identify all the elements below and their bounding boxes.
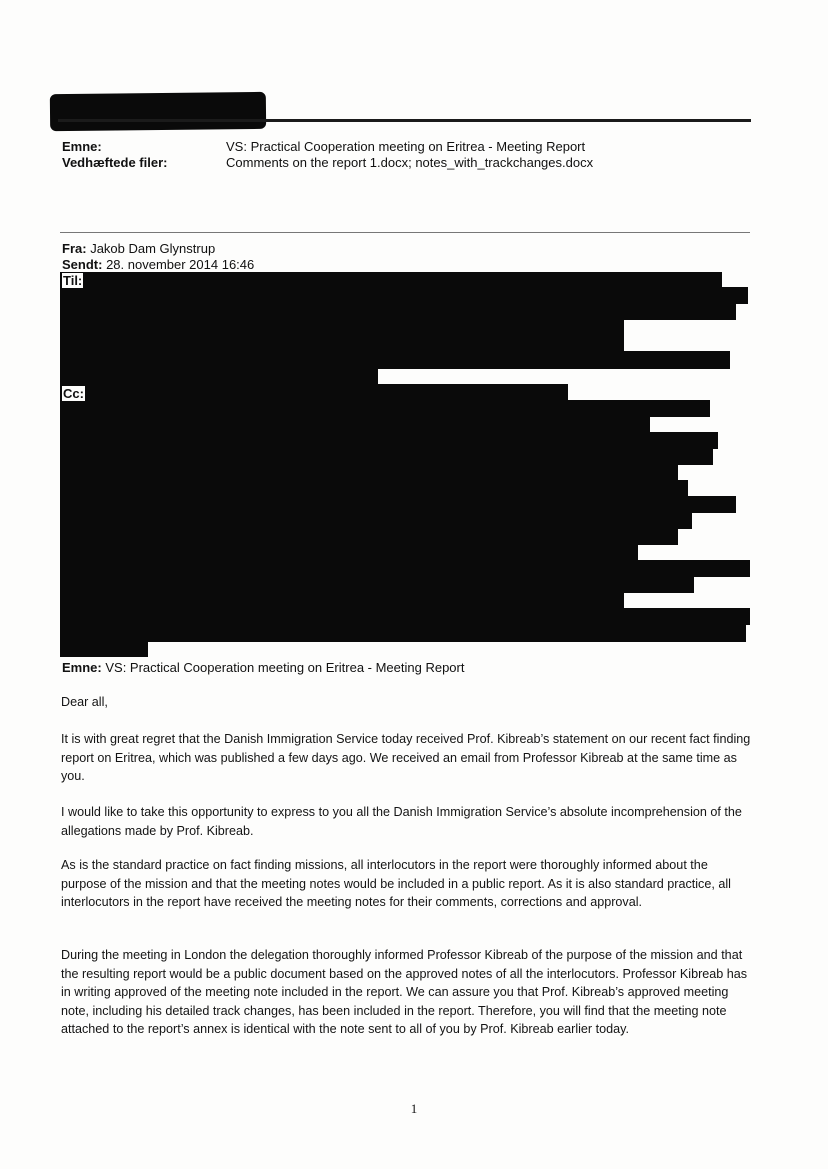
body-paragraph — [61, 730, 751, 786]
redaction-bar — [60, 528, 678, 545]
redaction-bar — [60, 512, 692, 529]
from-line — [62, 241, 215, 256]
redaction-bar — [60, 303, 736, 320]
page-number: 1 — [410, 1101, 418, 1116]
paragraph-text: During the meeting in London the delegation thoroughly informed Professor Kibreab of the purpose of the mission and that the resulting report would be a public document based on the approved notes of all the interlocutors. Professor Kibreab has in writing approved of the meeting note included in the report. We can assure you that Prof. Kibreab’s approved meeting note, including his detailed track changes, has been included in the report. Therefore, you will find that the meeting note attached to the report’s annex is identical with the note sent to all of you by Prof. Kibreab earlier today. — [61, 948, 748, 1036]
redaction-bar — [60, 624, 746, 642]
redaction-bar — [60, 576, 694, 593]
redaction-bar — [60, 384, 568, 401]
attachments-label: Vedhæftede filer: — [62, 155, 168, 170]
attachments-value[interactable]: Comments on the report 1.docx; notes_with_trackchanges.docx — [226, 155, 594, 170]
subject-label: Emne: — [62, 139, 102, 154]
header-rule — [58, 119, 751, 122]
redaction-bar — [60, 464, 678, 481]
redaction-bar — [60, 416, 650, 433]
redaction-bar — [60, 608, 750, 625]
sent-label: Sendt: — [62, 257, 103, 272]
redaction-bar — [60, 287, 748, 304]
redaction-bar — [60, 592, 624, 609]
sent-line — [62, 257, 254, 272]
from-label: Fra: — [62, 241, 87, 256]
redaction-bar — [60, 496, 736, 513]
inner-subject-label: Emne: — [62, 660, 102, 675]
body-paragraph — [61, 856, 751, 912]
greeting — [61, 693, 751, 712]
paragraph-text: It is with great regret that the Danish Immigration Service today received Prof. Kibreab’s statement on our recent fact finding report on Eritrea, which was published a few days ago. We received an email from Professor Kibreab at the same time as you. — [61, 732, 751, 783]
body-paragraph — [61, 946, 751, 1039]
redaction-bar — [60, 448, 713, 465]
inner-subject-value: VS: Practical Cooperation meeting on Eritrea - Meeting Report — [105, 660, 465, 675]
redaction-bar — [60, 272, 722, 288]
to-label: Til: — [63, 273, 83, 288]
redaction-bar — [60, 351, 730, 369]
body-paragraph — [61, 803, 751, 840]
redaction-bar — [60, 368, 378, 385]
redaction-bar — [60, 432, 718, 449]
greeting-text: Dear all, — [61, 695, 108, 709]
subject-value: VS: Practical Cooperation meeting on Eritrea - Meeting Report — [226, 139, 586, 154]
redaction-bar — [60, 560, 750, 577]
redaction-sender — [50, 92, 266, 131]
redaction-bar — [60, 641, 148, 657]
redaction-bar — [60, 480, 688, 497]
sent-value: 28. november 2014 16:46 — [106, 257, 255, 272]
header-separator — [60, 232, 750, 233]
redaction-bar — [60, 544, 638, 561]
redaction-bar — [60, 400, 710, 417]
from-value: Jakob Dam Glynstrup — [90, 241, 216, 256]
redaction-bar — [60, 335, 624, 352]
paragraph-text: As is the standard practice on fact finding missions, all interlocutors in the report were thoroughly informed about the purpose of the mission and that the meeting notes would be included in a public report. As it is also standard practice, all interlocutors in the report have received the meeting notes for their comments, corrections and approval. — [61, 858, 731, 909]
cc-label: Cc: — [63, 386, 84, 401]
paragraph-text: I would like to take this opportunity to express to you all the Danish Immigration Service’s absolute incomprehension of the allegations made by Prof. Kibreab. — [61, 805, 742, 838]
inner-subject-line — [62, 660, 464, 675]
redaction-bar — [60, 319, 624, 336]
